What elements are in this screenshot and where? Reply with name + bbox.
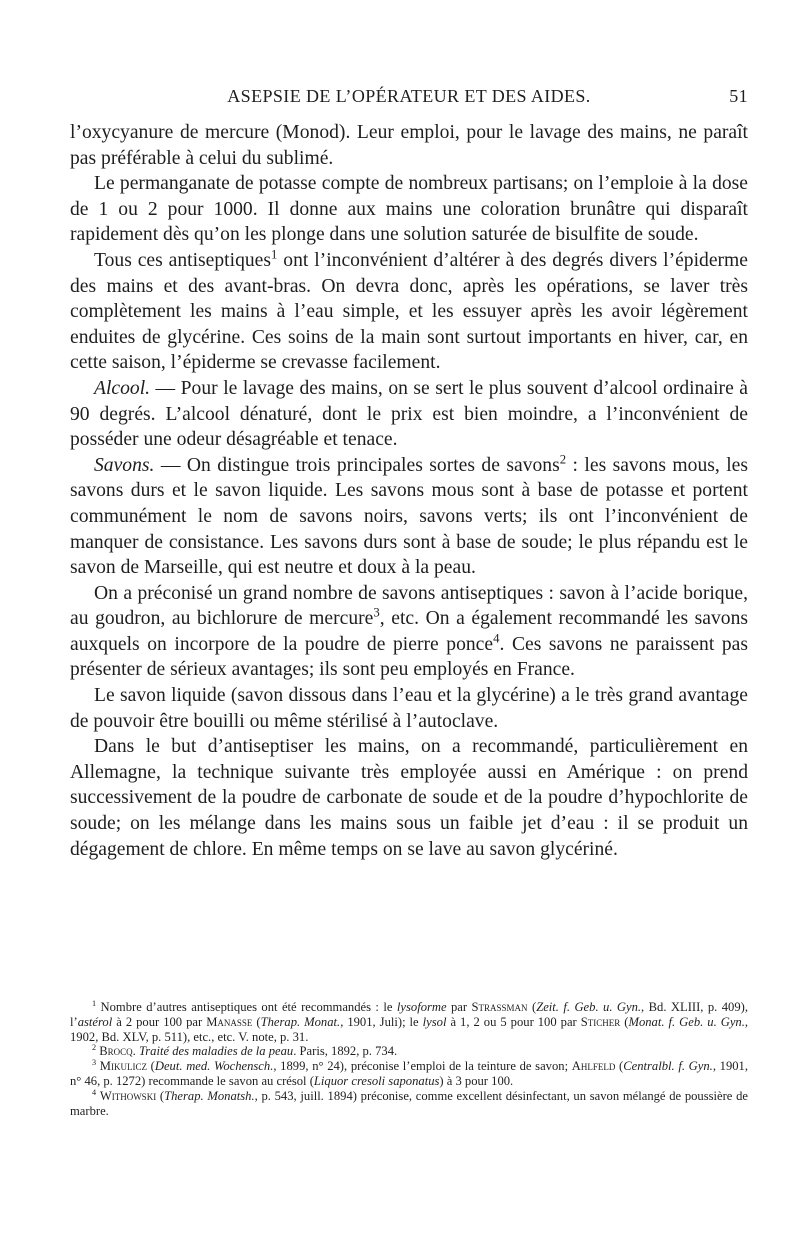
journal: Therap. Monatsh.	[164, 1088, 255, 1103]
journal: Monat. f. Geb. u. Gyn.	[628, 1014, 745, 1029]
page-number: 51	[729, 86, 748, 106]
author: Mikulicz	[99, 1059, 147, 1074]
paragraph-savon-liquide: Le savon liquide (savon dissous dans l’eau et la glycérine) a le très grand avantage de pouvoir être bouilli ou même stérilisé à l’autoclave.	[70, 685, 748, 732]
footnote-1	[70, 1000, 748, 1044]
section-lead-alcool: Alcool.	[94, 377, 151, 399]
footnote-ref-2[interactable]: 2	[559, 452, 567, 467]
author: Strassman	[471, 1000, 528, 1014]
text: On a préconisé un grand nombre de savons antiseptiques : savon à l’acide borique, au goudron, au bichlorure de mercure	[70, 582, 748, 630]
text: astérol	[77, 1014, 113, 1029]
footnote-number: 2	[92, 1043, 97, 1053]
text: par	[446, 1000, 472, 1014]
footnote-number: 4	[92, 1087, 97, 1097]
book-title: Traité des maladies de la peau	[138, 1044, 294, 1059]
paragraph-permanganate: Le permanganate de potasse compte de nombreux partisans; on l’emploie à la dose de 1 ou 2 pour 1000. Il donne aux mains une coloration brunâtre qui disparaît rapidement dès qu’on les plonge dans une solution saturée de bisulfite de soude.	[70, 173, 748, 246]
text: , 1899, n° 24), préconise l’emploi de la teinture de savon;	[273, 1059, 572, 1074]
text: à 2 pour 100 par	[112, 1014, 207, 1029]
footnote-ref-1[interactable]: 1	[270, 247, 278, 262]
text: , etc. On a également recommandé les savons auxquels on incorpore de la poudre de pierre ponce	[70, 608, 748, 655]
section-lead-savons: Savons.	[94, 454, 155, 476]
text: (	[615, 1059, 624, 1074]
text: — Pour le lavage des mains, on se sert le plus souvent d’alcool ordinaire à 90 degrés. L’alcool dénaturé, dont le prix est bien moindre, a l’inconvénient de posséder une odeur désagréable et tenace.	[70, 377, 748, 451]
text: (	[252, 1014, 261, 1029]
footnote-2	[70, 1044, 748, 1059]
footnotes	[70, 1000, 748, 1118]
author: Manasse	[206, 1014, 253, 1029]
text: : les savons mous, les savons durs et le savon liquide. Les savons mous sont à base de potasse et portent communément le nom de savons noirs, savons verts; ils ont l’inconvénient de manquer de consistance. Les savons durs sont à base de soude; le plus répandu est le savon de Marseille, qui est neutre et doux à la peau.	[70, 454, 748, 579]
footnote-4	[70, 1089, 748, 1119]
text: , 1902, Bd. XLV, p. 511), etc., etc. V. note, p. 31.	[70, 1014, 749, 1044]
text: , 1901, n° 46, p. 1272) recommande le savon au crésol (	[70, 1059, 748, 1088]
paragraph-oxycyanure: l’oxycyanure de mercure (Monod). Leur emploi, pour le lavage des mains, ne paraît pas préférable à celui du sublimé.	[70, 122, 748, 169]
text: Liquor cresoli saponatus	[313, 1073, 440, 1088]
text: . Paris, 1892, p. 734.	[293, 1044, 398, 1059]
text: (	[146, 1059, 155, 1074]
paragraph-alcool	[70, 376, 748, 453]
text: ) à 3 pour 100.	[439, 1073, 514, 1088]
text: Nombre d’autres antiseptiques ont été recommandés : le	[100, 1000, 397, 1014]
text: ont l’inconvénient d’altérer à des degrés divers l’épiderme des mains et des avant-bras. On devra donc, après les opérations, se laver très complètement les mains à l’eau simple, et les essuyer après les avoir légèrement enduites de glycérine. Ces soins de la main sont surtout importants en hiver, car, en cette saison, l’épiderme se crevasse facilement.	[70, 249, 748, 374]
text: — On distingue trois principales sortes de savons	[154, 454, 560, 476]
main-text	[70, 120, 748, 862]
journal: Deut. med. Wochensch.	[154, 1059, 274, 1074]
text: lysol	[422, 1014, 447, 1029]
author: Ahlfeld	[571, 1059, 616, 1074]
author: Brocq.	[99, 1044, 136, 1059]
running-title: ASEPSIE DE L’OPÉRATEUR ET DES AIDES.	[227, 86, 591, 106]
footnote-ref-4[interactable]: 4	[493, 631, 500, 646]
text: . Ces savons ne paraissent pas présenter de sérieux avantages; ils sont peu employés en France.	[70, 633, 749, 681]
text: lysoforme	[396, 1000, 447, 1014]
footnote-number: 3	[92, 1058, 97, 1067]
paragraph-technique: Dans le but d’antiseptiser les mains, on a recommandé, particulièrement en Allemagne, la technique suivante très employée aussi en Amérique : on prend successivement de la poudre de carbonate de soude et de la poudre d’hypochlorite de soude; on les mélange dans les mains sous un faible jet d’eau : il se produit un dégagement de chlore. En même temps on se lave au savon glycériné.	[70, 736, 748, 860]
paragraph-savons	[70, 453, 748, 581]
text: (	[620, 1014, 629, 1029]
journal: Therap. Monat.	[260, 1014, 341, 1029]
text: , 1901, Juli); le	[340, 1014, 423, 1029]
author: Sticher	[580, 1014, 621, 1029]
text: à 1, 2 ou 5 pour 100 par	[446, 1014, 581, 1029]
paragraph-savons-antiseptiques	[70, 581, 748, 683]
footnote-number: 1	[92, 998, 97, 1008]
footnote-ref-3[interactable]: 3	[373, 605, 380, 620]
text: , Bd. XLIII, p. 409), l’	[70, 1000, 748, 1029]
footnote-3	[70, 1059, 748, 1089]
journal: Zeit. f. Geb. u. Gyn.	[536, 1000, 642, 1014]
journal: Centralbl. f. Gyn.	[623, 1059, 713, 1074]
text: , p. 543, juill. 1894) préconise, comme excellent désinfectant, un savon mélangé de poussière de marbre.	[70, 1088, 748, 1118]
text: Tous ces antiseptiques	[94, 249, 271, 271]
text: (	[527, 1000, 537, 1014]
paragraph-antiseptiques	[70, 248, 748, 376]
text: (	[156, 1088, 165, 1103]
author: Withowski	[99, 1088, 157, 1103]
